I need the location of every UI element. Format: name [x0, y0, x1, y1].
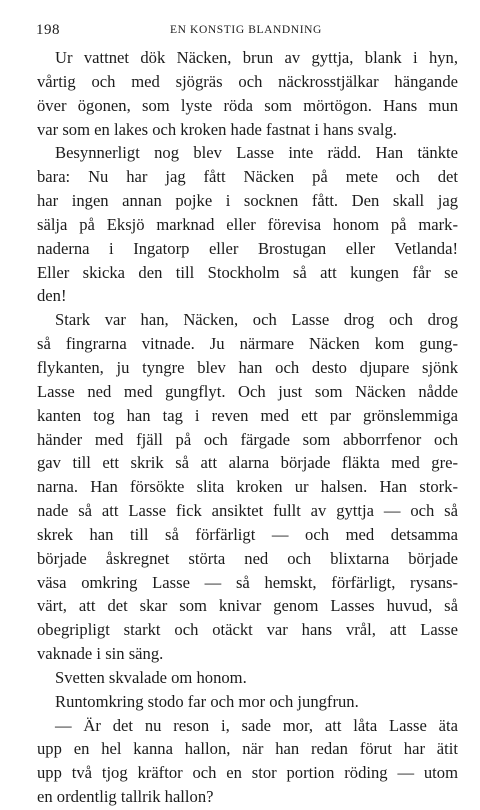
text-line: Ur vattnet dök Näcken, brun av gyttja, blank i hyn, — [55, 48, 458, 67]
text-line: flykanten, ju tyngre blev han och desto djupare sjönk — [37, 357, 458, 377]
text-line: Runtomkring stodo far och mor och jungfrun. — [55, 691, 359, 711]
text-line: Besynnerligt nog blev Lasse inte rädd. Han tänkte — [55, 143, 458, 163]
text-line: vaknade i sin säng. — [37, 644, 164, 664]
text-line: så fingrarna vitnade. Ju närmare Näcken kom gung- — [37, 334, 458, 354]
body-text — [37, 46, 458, 809]
text-line: — Är det nu reson i, sade mor, att låta Lasse äta — [55, 715, 458, 735]
text-line: sälja på Eksjö marknad eller förevisa honom på mark- — [37, 214, 458, 234]
text-line: Lasse ned med gungflyt. Och just som Näcken nådde — [37, 381, 458, 401]
text-line: naderna i Ingatorp eller Brostugan eller Vetlanda! — [37, 238, 458, 258]
text-line: en ordentlig tallrik hallon? — [37, 787, 214, 807]
text-line: vårtig och med sjögräs och näckrosstjälkar hängande — [37, 71, 458, 91]
text-line: den! — [37, 286, 67, 306]
text-line: väsa omkring Lasse — så hemskt, förfärligt, rysans- — [37, 572, 458, 592]
text-line: Eller skicka den till Stockholm så att kungen får se — [37, 262, 458, 282]
text-line: upp två tjog kräftor och en stor portion röding — utom — [37, 763, 458, 783]
text-line: gav till ett skrik så att alarna började fläkta med gre- — [37, 453, 458, 473]
text-line: Svetten skvalade om honom. — [55, 667, 247, 687]
page-header — [36, 22, 456, 42]
text-line: Stark var han, Näcken, och Lasse drog och drog — [55, 310, 458, 330]
text-line: skrek han till så förfärligt — och med detsamma — [37, 524, 458, 544]
page-number: 198 — [36, 22, 60, 38]
text-line: narna. Han försökte slita kroken ur halsen. Han stork- — [37, 477, 458, 497]
text-line: bara: Nu har jag fått Näcken på mete och det — [37, 167, 458, 187]
text-line: var som en lakes och kroken hade fastnat i hans svalg. — [37, 119, 397, 139]
running-title: EN KONSTIG BLANDNING — [170, 24, 322, 36]
text-line: obegripligt starkt och otäckt var hans vrål, att Lasse — [37, 620, 458, 640]
text-line: nade så att Lasse fick ansiktet fullt av gyttja — och så — [37, 501, 458, 521]
text-line: kanten tog han tag i reven med ett par grönslemmiga — [37, 405, 458, 425]
text-line: började åskregnet störta ned och blixtarna började — [37, 548, 458, 568]
text-line: har ingen annan pojke i socknen fått. Den skall jag — [37, 191, 458, 211]
text-line: över ögonen, som lyste röda som mörtögon. Hans mun — [37, 95, 458, 115]
text-line: värt, att det skar som knivar genom Lasses huvud, så — [37, 596, 458, 616]
text-line: upp en hel kanna hallon, när han redan förut har ätit — [37, 739, 458, 759]
text-line: händer med fjäll på och färgade som abborrfenor och — [37, 429, 458, 449]
